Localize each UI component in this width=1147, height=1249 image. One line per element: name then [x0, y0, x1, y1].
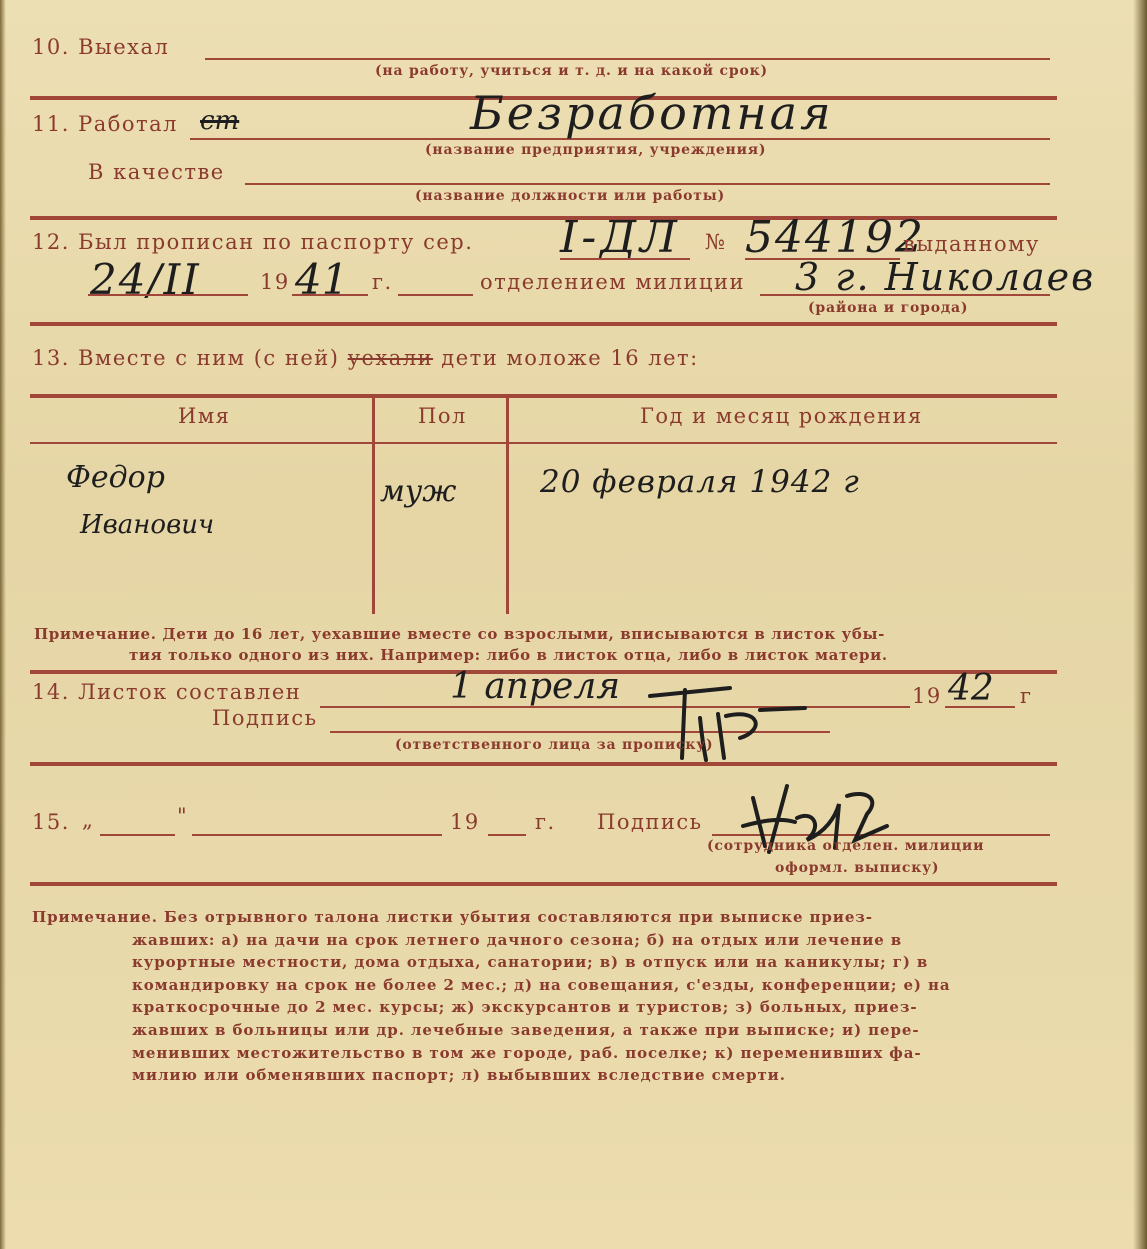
divider: [30, 762, 1057, 766]
item13-label-struck: уехали: [347, 346, 434, 370]
item11-label: 11. Работал: [32, 112, 178, 136]
bottom-note-line: жавших: а) на дачи на срок летнего дачного сезона; б) на отдых или лечение в: [132, 930, 903, 949]
item14-signature-caption: (ответственного лица за прописку): [395, 737, 714, 753]
bottom-note-line: милию или обменявших паспорт; л) выбывших вследствие смерти.: [132, 1066, 786, 1085]
item11-caption: (название предприятия, учреждения): [425, 142, 767, 158]
item12-militia-line: [760, 294, 1050, 296]
item14-year-handwritten: 42: [948, 668, 994, 709]
item15-year-suffix: г.: [535, 810, 556, 834]
item12-year-suffix: г.: [372, 270, 393, 294]
item12-blank-line: [398, 294, 473, 296]
bottom-note-line: жавших в больницы или др. лечебные заведения, а также при выписке; и) пере-: [132, 1020, 920, 1039]
item12-militia-value: 3 г. Николаев: [795, 255, 1096, 299]
item10-label: 10. Выехал: [32, 35, 170, 59]
item15-label: 15.: [32, 810, 70, 834]
item15-year-line: [488, 834, 526, 836]
table-header-name: Имя: [178, 404, 231, 428]
item11-position-caption: (название должности или работы): [415, 188, 725, 204]
item12-year-line: [292, 294, 368, 296]
item12-issued: выданному: [903, 232, 1040, 256]
bottom-note-line: менивших местожительство в том же городе, раб. поселке; к) переменивших фа-: [132, 1043, 922, 1062]
bottom-note-line: командировку на срок не более 2 мес.; д) на совещания, с'езды, конференции; е) на: [132, 975, 951, 994]
item15-day-line: [100, 834, 175, 836]
item11-handwritten-value: Безработная: [470, 86, 834, 140]
item12-militia-label: отделением милиции: [480, 270, 745, 294]
bottom-note-line: курортные местности, дома отдыха, санатории; в) в отпуск или на каникулы; г) в: [132, 953, 929, 972]
item13-note-line: тия только одного из них. Например: либо в листок отца, либо в листок матери.: [129, 646, 888, 664]
item13-label-post: дети моложе 16 лет:: [441, 346, 699, 370]
child-sex: муж: [380, 474, 457, 509]
item13-label-pre: 13. Вместе с ним (с ней): [32, 346, 340, 370]
item12-series: I-ДЛ: [560, 212, 681, 263]
item12-year-prefix: 19: [260, 270, 290, 294]
item15-caption-line2: оформл. выписку): [775, 860, 940, 876]
item10-caption: (на работу, учиться и т. д. и на какой срок): [375, 63, 768, 79]
table-column-divider: [372, 398, 375, 614]
item12-label: 12. Был прописан по паспорту сер.: [32, 230, 474, 254]
item13-note: [34, 624, 888, 666]
item15-caption-line1: (сотрудника отделен. милиции: [707, 838, 985, 854]
bottom-note: [32, 906, 951, 1087]
table-header-sex: Пол: [418, 404, 467, 428]
item14-year-line: [945, 706, 1015, 708]
item15-month-line: [192, 834, 442, 836]
item15-close-quote: ": [177, 804, 189, 828]
item15-year-prefix: 19: [450, 810, 480, 834]
item12-date: 24/II: [90, 255, 201, 304]
item14-label: 14. Листок составлен: [32, 680, 302, 704]
child-birth: 20 февраля 1942 г: [540, 464, 860, 500]
divider: [30, 322, 1057, 326]
child-name-line2: Иванович: [80, 510, 215, 540]
table-header-divider: [30, 442, 1057, 444]
child-name-line1: Федор: [66, 460, 165, 495]
item14-signature-label: Подпись: [212, 706, 318, 730]
item12-series-line: [560, 258, 690, 260]
item14-handwritten-date: 1 апреля: [450, 666, 621, 707]
item11-position-label: В качестве: [88, 160, 225, 184]
item12-number-label: №: [705, 230, 727, 254]
table-header-birth: Год и месяц рождения: [640, 404, 923, 428]
bottom-note-line: Примечание. Без отрывного талона листки убытия составляются при выписке приез-: [32, 908, 873, 926]
item15-open-quote: „: [82, 808, 95, 832]
item14-signature-scribble: [640, 668, 840, 768]
item15-signature-label: Подпись: [597, 810, 703, 834]
item10-field-line: [205, 58, 1050, 60]
table-top-border: [30, 394, 1057, 398]
table-column-divider: [506, 398, 509, 614]
item12-caption: (района и города): [808, 300, 969, 316]
item12-date-line: [88, 294, 248, 296]
item11-position-line: [245, 183, 1050, 185]
item13-note-line: Примечание. Дети до 16 лет, уехавшие вместе со взрослыми, вписываются в листок убы-: [34, 625, 885, 643]
item12-year-handwritten: 41: [295, 255, 349, 304]
divider: [30, 882, 1057, 886]
item14-year-suffix: г: [1020, 684, 1033, 708]
item12-number: 544192: [745, 212, 925, 263]
item14-year-prefix: 19: [912, 684, 942, 708]
item11-struck-handwriting: ст: [200, 106, 240, 136]
item13-label: [32, 346, 699, 370]
bottom-note-line: краткосрочные до 2 мес. курсы; ж) экскурсантов и туристов; з) больных, приез-: [132, 998, 918, 1017]
